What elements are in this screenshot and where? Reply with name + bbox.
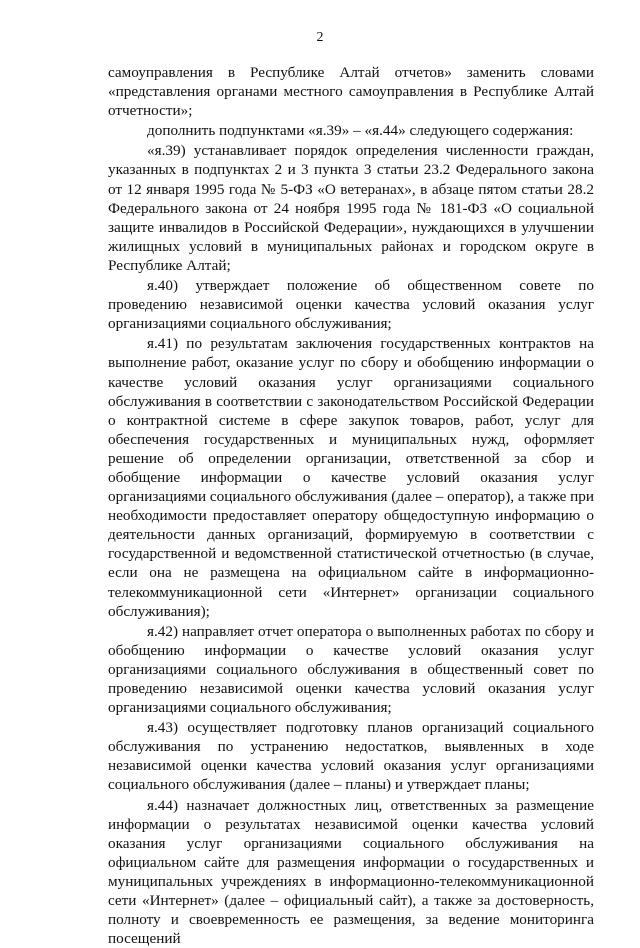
paragraph-amendment-intro: дополнить подпунктами «я.39» – «я.44» следующего содержания: — [147, 122, 574, 140]
paragraph-item-ya41: я.41) по результатам заключения государственных контрактов на выполнение работ, оказание услуг по сбору и обобщению информации о качестве условий оказания услуг организациями социального обслуживания в соответствии с законодательством Российской Федерации о контрактной системе в сфере закупок товаров, работ, услуг для обеспечения государственных и муниципальных нужд, оформляет решение об определении организации, ответственной за сбор и обобщение информации о качестве условий оказания услуг организациями социального обслуживания (далее – оператор), а также при необходимости предоставляет оператору общедоступную информацию о деятельности данных организаций, формируемую в соответствии с государственной и ведомственной статистической отчетностью (в случае, если она не размещена на официальном сайте в информационно-телекоммуникационной сети «Интернет» организации социального обслуживания); — [108, 335, 595, 620]
paragraph-item-ya43: я.43) осуществляет подготовку планов организаций социального обслуживания по устранению недостатков, выявленных в ходе независимой оценки качества условий оказания услуг организациями социального обслуживания (далее – планы) и утверждает планы; — [108, 719, 594, 794]
page-number: 2 — [316, 30, 324, 45]
document-body — [108, 63, 594, 948]
paragraph-item-ya42: я.42) направляет отчет оператора о выполненных работах по сбору и обобщению информации о качестве условий оказания услуг организациями социального обслуживания в общественный совет по проведению независимой оценки качества условий оказания услуг организациями социального обслуживания; — [108, 622, 594, 717]
paragraph-item-ya44: я.44) назначает должностных лиц, ответственных за размещение информации о результатах независимой оценки качества условий оказания услуг организациями социального обслуживания на официальном сайте для размещения информации о государственных и муниципальных учреждениях в информационно-телекоммуникационной сети «Интернет» (далее – официальный сайт), а также за достоверность, полноту и своевременность ее размещения, за ведение мониторинга посещений — [108, 796, 594, 948]
paragraph-item-ya39: «я.39) устанавливает порядок определения численности граждан, указанных в подпунктах 2 и 3 пункта 3 статьи 23.2 Федерального закона от 12 января 1995 года № 5-ФЗ «О ветеранах», в абзаце пятом статьи 28.2 Федерального закона от 24 ноября 1995 года № 181-ФЗ «О социальной защите инвалидов в Российской Федерации», нуждающихся в улучшении жилищных условий в муниципальных районах и городском округе в Республике Алтай; — [108, 142, 594, 274]
paragraph-continuation: самоуправления в Республике Алтай отчетов» заменить словами «представления органами местного самоуправления в Республике Алтай отчетности»; — [108, 64, 594, 120]
paragraph-item-ya40: я.40) утверждает положение об общественном совете по проведению независимой оценки качества условий оказания услуг организациями социального обслуживания; — [108, 277, 594, 333]
